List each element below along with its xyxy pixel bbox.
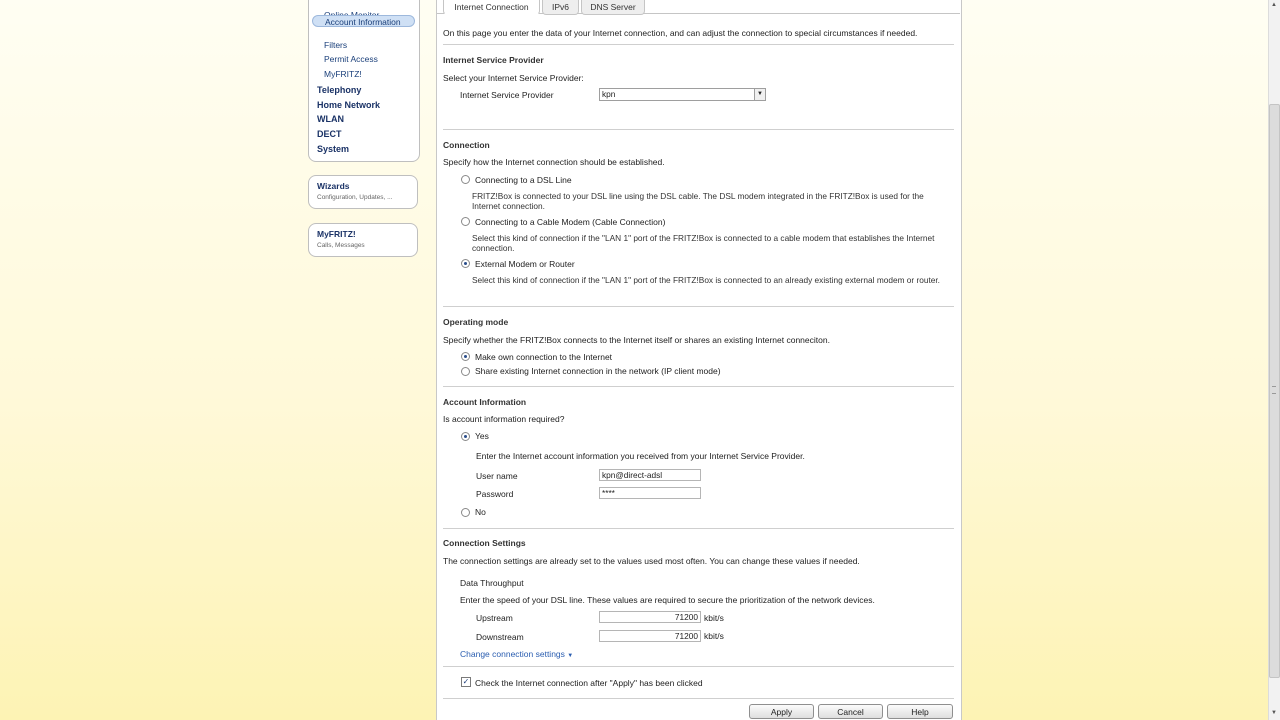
connection-prompt: Specify how the Internet connection should be established. — [443, 157, 665, 167]
connection-heading: Connection — [443, 140, 490, 150]
account-prompt: Is account information required? — [443, 414, 565, 424]
intro-text: On this page you enter the data of your Internet connection, and can adjust the connection to special circumstances if needed. — [443, 28, 918, 38]
chevron-down-icon[interactable]: ▼ — [754, 89, 765, 100]
account-yes-description: Enter the Internet account information you received from your Internet Service Provider. — [476, 451, 805, 461]
scroll-down-icon[interactable]: ▼ — [1271, 710, 1277, 716]
username-label: User name — [476, 471, 518, 481]
account-heading: Account Information — [443, 397, 527, 407]
radio-cable-modem-label[interactable]: Connecting to a Cable Modem (Cable Connection) — [475, 217, 666, 227]
isp-prompt: Select your Internet Service Provider: — [443, 73, 584, 83]
myfritz-subtitle: Calls, Messages — [317, 242, 365, 249]
cancel-button[interactable]: Cancel — [818, 704, 883, 719]
radio-external-modem[interactable] — [461, 259, 470, 268]
apply-button[interactable]: Apply — [749, 704, 814, 719]
check-connection-label[interactable]: Check the Internet connection after "Apply" has been clicked — [475, 678, 703, 688]
isp-heading: Internet Service Provider — [443, 55, 544, 65]
tab-dns-server[interactable]: DNS Server — [581, 0, 645, 15]
upstream-label: Upstream — [476, 613, 513, 623]
radio-account-no[interactable] — [461, 508, 470, 517]
sidebar-item-account-information[interactable]: Account Information — [312, 15, 415, 27]
divider — [443, 386, 954, 387]
sidebar-item-system[interactable]: System — [317, 144, 350, 154]
divider — [443, 129, 954, 130]
radio-external-modem-label[interactable]: External Modem or Router — [475, 259, 575, 269]
radio-cable-modem[interactable] — [461, 217, 470, 226]
password-field[interactable]: **** — [599, 487, 701, 499]
myfritz-card[interactable] — [308, 223, 418, 257]
data-throughput-label: Data Throughput — [460, 578, 524, 588]
sidebar-item-myfritz[interactable]: MyFRITZ! — [324, 69, 362, 79]
operating-mode-prompt: Specify whether the FRITZ!Box connects to the Internet itself or shares an existing Internet conneciton. — [443, 335, 830, 345]
radio-ip-client-mode-label[interactable]: Share existing Internet connection in the network (IP client mode) — [475, 366, 721, 376]
cable-modem-description: Select this kind of connection if the "LAN 1" port of the FRITZ!Box is connected to a cable modem that establishes the Internet connection. — [472, 233, 935, 253]
sidebar-item-home-network[interactable]: Home Network — [317, 100, 381, 110]
isp-label: Internet Service Provider — [460, 90, 554, 100]
change-connection-settings-link[interactable] — [460, 649, 573, 659]
tab-ipv6[interactable]: IPv6 — [542, 0, 579, 15]
divider — [443, 306, 954, 307]
operating-mode-heading: Operating mode — [443, 317, 509, 327]
radio-own-connection[interactable] — [461, 352, 470, 361]
radio-dsl-line-label[interactable]: Connecting to a DSL Line — [475, 175, 572, 185]
external-modem-description: Select this kind of connection if the "LAN 1" port of the FRITZ!Box is connected to an already existing external modem or router. — [472, 275, 940, 285]
upstream-unit: kbit/s — [704, 613, 724, 623]
wizards-card[interactable] — [308, 175, 418, 209]
connection-settings-prompt: The connection settings are already set to the values used most often. You can change these values if needed. — [443, 556, 860, 566]
connection-settings-heading: Connection Settings — [443, 538, 526, 548]
isp-select[interactable] — [599, 88, 766, 101]
password-label: Password — [476, 489, 514, 499]
wizards-title: Wizards — [317, 181, 350, 191]
sidebar-item-filters[interactable]: Filters — [324, 40, 348, 50]
radio-account-yes[interactable] — [461, 432, 470, 441]
divider — [443, 44, 954, 45]
check-connection-checkbox[interactable]: ✓ — [462, 677, 470, 686]
username-field[interactable]: kpn@direct-adsl — [599, 469, 701, 481]
radio-account-yes-label[interactable]: Yes — [475, 431, 489, 441]
data-throughput-description: Enter the speed of your DSL line. These values are required to secure the prioritization of the network devices. — [460, 595, 875, 605]
sidebar-nav — [308, 0, 420, 162]
divider — [443, 698, 954, 699]
sidebar-item-wlan[interactable]: WLAN — [317, 114, 344, 124]
chevron-down-icon: ▼ — [567, 653, 574, 659]
radio-ip-client-mode[interactable] — [461, 367, 470, 376]
wizards-subtitle: Configuration, Updates, ... — [317, 194, 393, 201]
sidebar-item-permit-access[interactable]: Permit Access — [324, 54, 378, 64]
myfritz-title: MyFRITZ! — [317, 229, 356, 239]
grip-icon — [1272, 386, 1276, 394]
radio-dsl-line[interactable] — [461, 175, 470, 184]
change-connection-settings-label: Change connection settings — [460, 649, 565, 659]
downstream-field[interactable]: 71200 — [599, 630, 701, 642]
downstream-unit: kbit/s — [704, 631, 724, 641]
divider — [443, 528, 954, 529]
divider — [443, 666, 954, 667]
radio-own-connection-label[interactable]: Make own connection to the Internet — [475, 352, 613, 362]
sidebar-item-telephony[interactable]: Telephony — [317, 85, 362, 95]
tab-internet-connection[interactable]: Internet Connection — [443, 0, 540, 15]
scroll-up-icon[interactable]: ▲ — [1271, 2, 1277, 8]
downstream-label: Downstream — [476, 632, 524, 642]
dsl-line-description: FRITZ!Box is connected to your DSL line using the DSL cable. The DSL modem integrated in the FRITZ!Box is used for the Internet connection. — [472, 191, 924, 211]
sidebar-item-dect[interactable]: DECT — [317, 129, 342, 139]
radio-account-no-label[interactable]: No — [475, 507, 486, 517]
upstream-field[interactable]: 71200 — [599, 611, 701, 623]
help-button[interactable]: Help — [887, 704, 953, 719]
isp-select-value: kpn — [602, 89, 616, 99]
